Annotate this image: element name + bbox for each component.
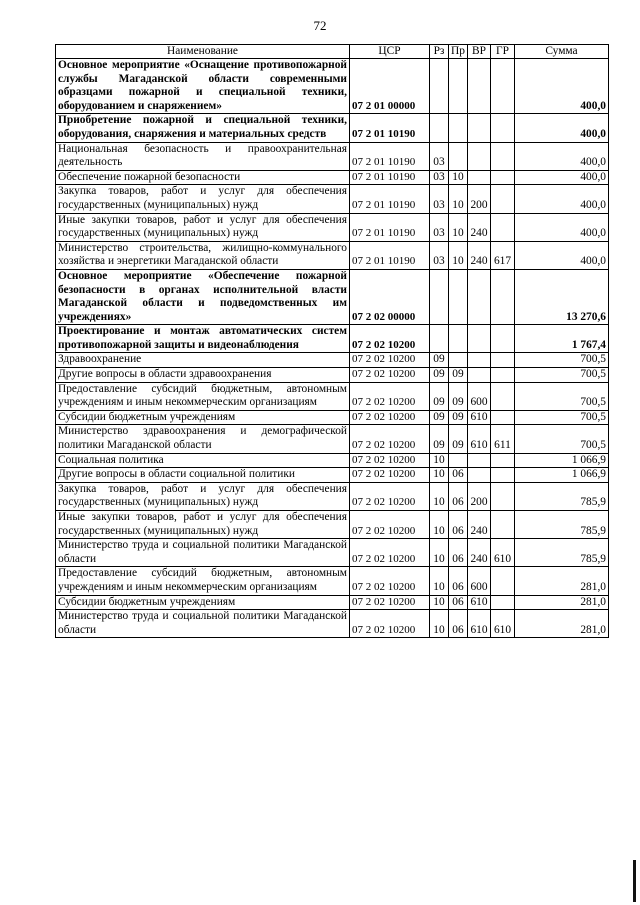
- cell-vr: 240: [468, 213, 491, 241]
- cell-csr: 07 2 02 10200: [350, 410, 430, 425]
- cell-rz: [430, 269, 449, 324]
- table-row: [56, 213, 609, 241]
- cell-rz: 09: [430, 382, 449, 410]
- cell-name: Субсидии бюджетным учреждениям: [56, 595, 350, 610]
- table-row: [56, 170, 609, 185]
- cell-vr: [468, 114, 491, 142]
- cell-vr: 240: [468, 539, 491, 567]
- cell-csr: 07 2 01 00000: [350, 59, 430, 114]
- cell-csr: 07 2 02 10200: [350, 353, 430, 368]
- table-row: [56, 425, 609, 453]
- cell-pr: [449, 353, 468, 368]
- cell-vr: [468, 368, 491, 383]
- budget-table: [55, 44, 609, 638]
- cell-pr: 10: [449, 170, 468, 185]
- cell-gr: [491, 269, 515, 324]
- cell-csr: 07 2 01 10190: [350, 241, 430, 269]
- cell-gr: [491, 353, 515, 368]
- cell-csr: 07 2 02 10200: [350, 325, 430, 353]
- cell-csr: 07 2 01 10190: [350, 213, 430, 241]
- cell-vr: 240: [468, 511, 491, 539]
- cell-rz: 03: [430, 185, 449, 213]
- cell-gr: [491, 185, 515, 213]
- table-row: [56, 241, 609, 269]
- scan-edge-mark: [633, 860, 636, 902]
- cell-sum: 1 066,9: [515, 468, 609, 483]
- table-row: [56, 610, 609, 638]
- table-row: [56, 353, 609, 368]
- cell-vr: [468, 59, 491, 114]
- table-row: [56, 482, 609, 510]
- cell-sum: 785,9: [515, 511, 609, 539]
- cell-gr: [491, 59, 515, 114]
- table-row: [56, 185, 609, 213]
- cell-pr: 09: [449, 382, 468, 410]
- header-csr: ЦСР: [350, 45, 430, 59]
- cell-sum: 400,0: [515, 185, 609, 213]
- cell-sum: 281,0: [515, 595, 609, 610]
- header-vr: ВР: [468, 45, 491, 59]
- cell-rz: 09: [430, 353, 449, 368]
- cell-csr: 07 2 02 10200: [350, 511, 430, 539]
- cell-name: Министерство труда и социальной политики Магаданской области: [56, 539, 350, 567]
- table-row: [56, 382, 609, 410]
- cell-vr: 610: [468, 425, 491, 453]
- cell-pr: [449, 142, 468, 170]
- cell-pr: [449, 453, 468, 468]
- cell-pr: [449, 269, 468, 324]
- cell-sum: 281,0: [515, 610, 609, 638]
- header-gr: ГР: [491, 45, 515, 59]
- cell-rz: 10: [430, 610, 449, 638]
- cell-sum: 400,0: [515, 142, 609, 170]
- cell-rz: [430, 114, 449, 142]
- cell-gr: [491, 368, 515, 383]
- table-row: [56, 539, 609, 567]
- cell-sum: 785,9: [515, 539, 609, 567]
- table-row: [56, 325, 609, 353]
- cell-gr: [491, 142, 515, 170]
- cell-rz: 03: [430, 213, 449, 241]
- cell-pr: 10: [449, 213, 468, 241]
- cell-csr: 07 2 02 10200: [350, 453, 430, 468]
- cell-csr: 07 2 02 10200: [350, 368, 430, 383]
- cell-csr: 07 2 02 10200: [350, 539, 430, 567]
- cell-pr: 10: [449, 241, 468, 269]
- cell-vr: 610: [468, 595, 491, 610]
- cell-rz: 03: [430, 170, 449, 185]
- cell-vr: 200: [468, 482, 491, 510]
- table-row: [56, 511, 609, 539]
- table-body: [56, 59, 609, 638]
- cell-name: Министерство строительства, жилищно-коммунального хозяйства и энергетики Магаданской области: [56, 241, 350, 269]
- cell-pr: 06: [449, 482, 468, 510]
- cell-sum: 400,0: [515, 114, 609, 142]
- cell-vr: [468, 325, 491, 353]
- cell-rz: 09: [430, 425, 449, 453]
- cell-gr: [491, 468, 515, 483]
- cell-name: Иные закупки товаров, работ и услуг для обеспечения государственных (муниципальных) нужд: [56, 213, 350, 241]
- cell-csr: 07 2 02 10200: [350, 425, 430, 453]
- cell-gr: [491, 114, 515, 142]
- cell-gr: 610: [491, 539, 515, 567]
- cell-csr: 07 2 02 10200: [350, 595, 430, 610]
- cell-rz: 03: [430, 241, 449, 269]
- cell-pr: 06: [449, 610, 468, 638]
- cell-name: Предоставление субсидий бюджетным, автономным учреждениям и иным некоммерческим организациям: [56, 382, 350, 410]
- cell-pr: [449, 59, 468, 114]
- cell-csr: 07 2 02 00000: [350, 269, 430, 324]
- cell-rz: 03: [430, 142, 449, 170]
- cell-csr: 07 2 02 10200: [350, 482, 430, 510]
- table-row: [56, 59, 609, 114]
- cell-rz: 10: [430, 453, 449, 468]
- cell-gr: [491, 511, 515, 539]
- cell-gr: [491, 482, 515, 510]
- cell-name: Основное мероприятие «Обеспечение пожарной безопасности в органах исполнительной власти Магаданской области и подведомственных им учреждениях»: [56, 269, 350, 324]
- table-row: [56, 595, 609, 610]
- cell-rz: [430, 325, 449, 353]
- cell-gr: 617: [491, 241, 515, 269]
- cell-csr: 07 2 02 10200: [350, 610, 430, 638]
- cell-name: Основное мероприятие «Оснащение противопожарной службы Магаданской области современными образцами пожарной и специальной техники, оборудованием и снаряжением»: [56, 59, 350, 114]
- cell-vr: [468, 353, 491, 368]
- cell-name: Другие вопросы в области здравоохранения: [56, 368, 350, 383]
- cell-csr: 07 2 02 10200: [350, 468, 430, 483]
- cell-pr: 10: [449, 185, 468, 213]
- cell-gr: [491, 382, 515, 410]
- cell-gr: 611: [491, 425, 515, 453]
- header-sum: Сумма: [515, 45, 609, 59]
- page-number: 72: [313, 18, 327, 33]
- cell-vr: 600: [468, 567, 491, 595]
- cell-vr: [468, 142, 491, 170]
- cell-vr: 610: [468, 610, 491, 638]
- cell-name: Закупка товаров, работ и услуг для обеспечения государственных (муниципальных) нужд: [56, 185, 350, 213]
- cell-gr: [491, 595, 515, 610]
- cell-vr: 240: [468, 241, 491, 269]
- cell-sum: 700,5: [515, 353, 609, 368]
- cell-csr: 07 2 01 10190: [350, 114, 430, 142]
- table-row: [56, 453, 609, 468]
- cell-gr: [491, 213, 515, 241]
- cell-sum: 13 270,6: [515, 269, 609, 324]
- cell-rz: 10: [430, 595, 449, 610]
- cell-rz: [430, 59, 449, 114]
- cell-pr: [449, 325, 468, 353]
- cell-sum: 700,5: [515, 382, 609, 410]
- cell-rz: 10: [430, 468, 449, 483]
- cell-vr: 610: [468, 410, 491, 425]
- cell-vr: [468, 453, 491, 468]
- table-row: [56, 410, 609, 425]
- table-row: [56, 567, 609, 595]
- cell-sum: 785,9: [515, 482, 609, 510]
- cell-gr: [491, 567, 515, 595]
- cell-csr: 07 2 02 10200: [350, 567, 430, 595]
- cell-pr: 06: [449, 539, 468, 567]
- cell-sum: 400,0: [515, 59, 609, 114]
- cell-name: Закупка товаров, работ и услуг для обеспечения государственных (муниципальных) нужд: [56, 482, 350, 510]
- cell-name: Министерство труда и социальной политики Магаданской области: [56, 610, 350, 638]
- cell-vr: [468, 269, 491, 324]
- cell-vr: 200: [468, 185, 491, 213]
- cell-sum: 400,0: [515, 241, 609, 269]
- table-row: [56, 368, 609, 383]
- cell-pr: 09: [449, 368, 468, 383]
- cell-csr: 07 2 01 10190: [350, 170, 430, 185]
- cell-sum: 700,5: [515, 425, 609, 453]
- cell-sum: 700,5: [515, 368, 609, 383]
- cell-vr: [468, 170, 491, 185]
- cell-gr: 610: [491, 610, 515, 638]
- cell-pr: [449, 114, 468, 142]
- header-name: Наименование: [56, 45, 350, 59]
- header-pr: Пр: [449, 45, 468, 59]
- cell-sum: 400,0: [515, 213, 609, 241]
- cell-rz: 09: [430, 368, 449, 383]
- cell-name: Субсидии бюджетным учреждениям: [56, 410, 350, 425]
- cell-pr: 09: [449, 410, 468, 425]
- cell-sum: 281,0: [515, 567, 609, 595]
- cell-pr: 06: [449, 595, 468, 610]
- cell-csr: 07 2 01 10190: [350, 142, 430, 170]
- cell-name: Приобретение пожарной и специальной техники, оборудования, снаряжения и материальных средств: [56, 114, 350, 142]
- cell-rz: 10: [430, 511, 449, 539]
- cell-gr: [491, 410, 515, 425]
- cell-name: Министерство здравоохранения и демографической политики Магаданской области: [56, 425, 350, 453]
- table-header-row: [56, 45, 609, 59]
- cell-name: Национальная безопасность и правоохранительная деятельность: [56, 142, 350, 170]
- table-row: [56, 142, 609, 170]
- cell-rz: 10: [430, 482, 449, 510]
- cell-vr: [468, 468, 491, 483]
- cell-sum: 400,0: [515, 170, 609, 185]
- cell-name: Иные закупки товаров, работ и услуг для обеспечения государственных (муниципальных) нужд: [56, 511, 350, 539]
- cell-name: Обеспечение пожарной безопасности: [56, 170, 350, 185]
- cell-pr: 06: [449, 468, 468, 483]
- cell-csr: 07 2 01 10190: [350, 185, 430, 213]
- cell-pr: 09: [449, 425, 468, 453]
- cell-name: Социальная политика: [56, 453, 350, 468]
- cell-gr: [491, 453, 515, 468]
- cell-sum: 1 066,9: [515, 453, 609, 468]
- cell-pr: 06: [449, 567, 468, 595]
- cell-rz: 10: [430, 539, 449, 567]
- cell-pr: 06: [449, 511, 468, 539]
- table-row: [56, 269, 609, 324]
- cell-name: Проектирование и монтаж автоматических систем противопожарной защиты и видеонаблюдения: [56, 325, 350, 353]
- cell-sum: 700,5: [515, 410, 609, 425]
- table-row: [56, 468, 609, 483]
- cell-name: Здравоохранение: [56, 353, 350, 368]
- cell-name: Предоставление субсидий бюджетным, автономным учреждениям и иным некоммерческим организациям: [56, 567, 350, 595]
- table-row: [56, 114, 609, 142]
- cell-csr: 07 2 02 10200: [350, 382, 430, 410]
- header-rz: Рз: [430, 45, 449, 59]
- cell-rz: 10: [430, 567, 449, 595]
- cell-vr: 600: [468, 382, 491, 410]
- cell-gr: [491, 170, 515, 185]
- cell-gr: [491, 325, 515, 353]
- cell-name: Другие вопросы в области социальной политики: [56, 468, 350, 483]
- cell-sum: 1 767,4: [515, 325, 609, 353]
- cell-rz: 09: [430, 410, 449, 425]
